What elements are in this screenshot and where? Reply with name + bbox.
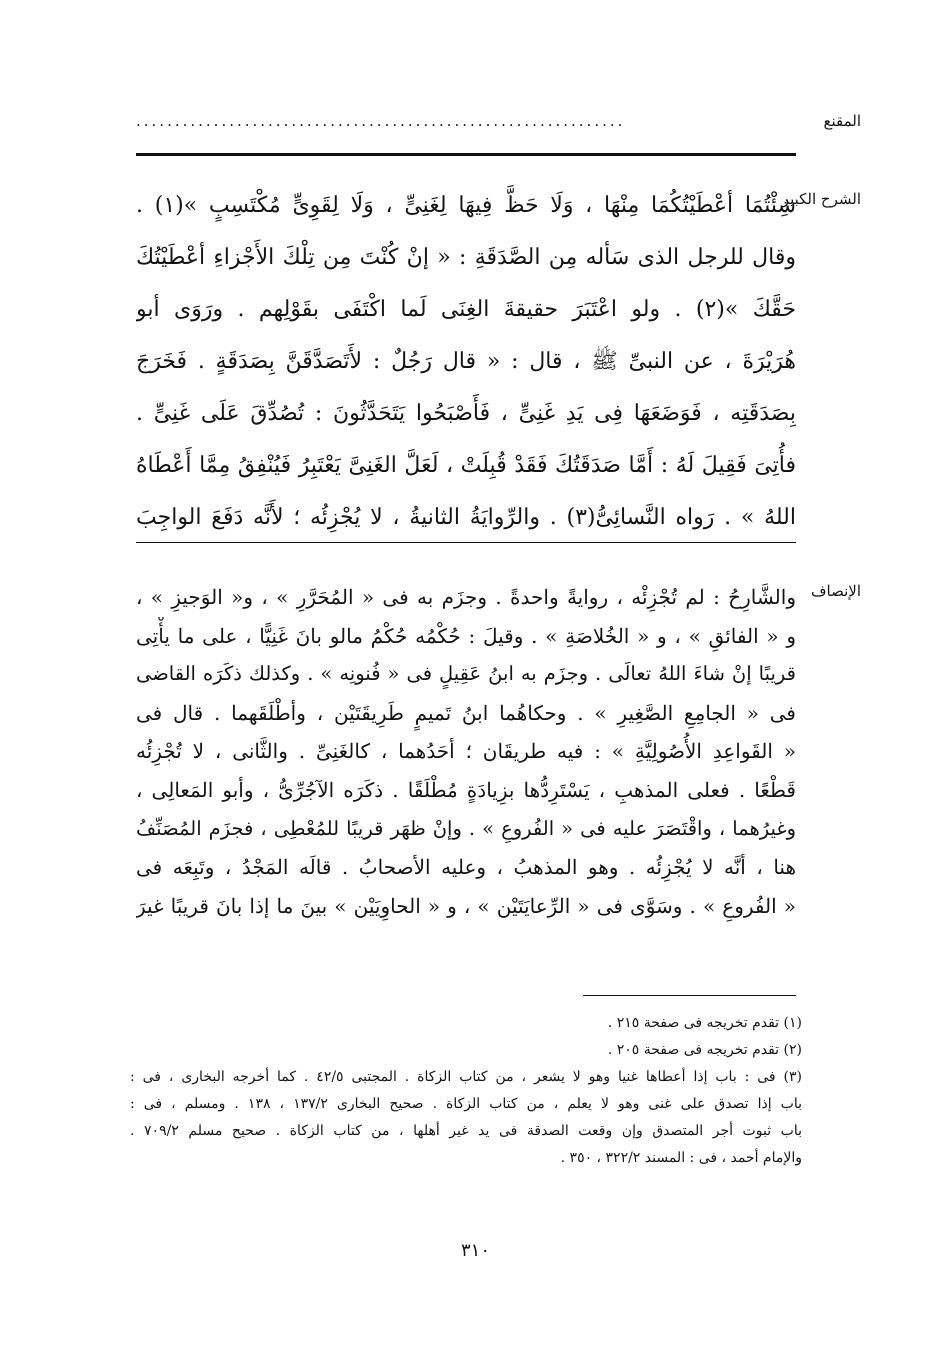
insaf-line: قَطْعًا . فعلى المذهبِ ، يَسْتَرِدُّها بزِيادَةٍ مُطْلَقًا . ذكَرَه الآجُرِّىُّ ، وأبو المَعالِى ، xyxy=(136,777,796,802)
insaf-line: والشَّارِحُ : لم تُجْزِئْه ، روايةً واحدةً . وجزَم به فى « المُحَرَّرِ » ، و« الوَجيزِ » ، xyxy=(136,585,796,609)
insaf-text-block xyxy=(136,578,796,925)
insaf-line: فى « الجامِعِ الصَّغِيرِ » . وحكاهُما ابنُ تَميمٍ طَرِيقَتَيْن ، وأطْلَقَهما . قال فى xyxy=(136,700,796,725)
section-label-sharh: الشرح الكبير xyxy=(781,190,861,208)
sharh-line: شِئْتُمَا أعْطَيْتُكُمَا مِنْهَا ، وَلَا حَظَّ فِيهَا لِغَنِىٍّ ، وَلَا لِقَوِىٍّ مُكْتَسِبٍ »(١) . xyxy=(136,193,796,218)
section-divider xyxy=(136,542,796,543)
footnote: باب ثبوت أجر المتصدق وإن وقعت الصدقة فى يد غير أهلها ، من كتاب الزكاة . صحيح مسلم ٧٠٩/٢ . xyxy=(130,1123,802,1139)
sharh-line: حَقَّكَ »(٢) . ولو اعْتَبَرَ حقيقةَ الغِنَى لَما اكْتَفَى بقَوْلِهم . ورَوَى أبو xyxy=(136,297,796,322)
insaf-line: هنا ، أنَّه لا يُجْزِئُه . وهو المذهبُ ، وعليه الأصحابُ . قالَه المَجْدُ ، وتَبِعَه فى xyxy=(136,855,796,880)
section-label-insaf: الإنصاف xyxy=(810,582,861,600)
insaf-line: « القَواعِدِ الأُصُولِيَّةِ » : فيه طريقَان ؛ أحَدُهما ، كالغَنِىِّ . والثَّانى ، لا تُجْزِئُه xyxy=(136,739,796,764)
sharh-line: بِصَدَقَتِه ، فَوَضَعَهَا فِى يَدِ غَنِىٍّ ، فَأَصْبَحُوا يَتَحَدَّثُونَ : تُصُدِّقَ عَلَى غَنِىٍّ . xyxy=(136,401,796,426)
sharh-line: اللهُ » . رَواه النَّسائِىُّ(٣) . والرِّوايَةُ الثانيةُ ، لا يُجْزِئُه ؛ لأَنَّه دَفَعَ الواجِبَ xyxy=(136,505,796,530)
footnotes xyxy=(130,1010,802,1172)
insaf-line: قريبًا إنْ شاءَ اللهُ تعالَى . وجزَم به ابنُ عَقِيلٍ فى « فُنونِه » . وكذلك ذكَرَه القاضى xyxy=(136,662,796,686)
footnote: (٢) تقدم تخريجه فى صفحة ٢٠٥ . xyxy=(607,1042,802,1058)
insaf-line: « الفُروعِ » . وسَوَّى فى « الرِّعايَتَيْن » ، و « الحاوِيَيْن » بينَ ما إذا بانَ قريبًا غيرَ xyxy=(136,893,796,918)
sharh-text-block xyxy=(136,180,796,544)
sharh-line: هُرَيْرَةَ ، عن النبىِّ ﷺ ، قال : « قال رَجُلٌ : لأَتَصَدَّقَنَّ بِصَدَقَةٍ . فَخَرَجَ xyxy=(136,349,796,374)
sharh-line: فأُتِىَ فَقِيلَ لَهُ : أَمَّا صَدَقَتُكَ فَقَدْ قُبِلَتْ ، لَعَلَّ الغَنِىَّ يَعْتَبِرُ فَيُنْفِقُ مِمَّا أَعْطَاهُ xyxy=(136,453,796,478)
insaf-line: و « الفائقِ » ، و « الخُلاصَةِ » . وقيلَ : حُكْمُه حُكْمُ مالو بانَ غَنِيًّا ، على ما يأْتِى xyxy=(136,623,796,648)
page-number: ٣١٠ xyxy=(460,1240,490,1261)
footnote: (٣) فى : باب إذا أعطاها غنيا وهو لا يشعر ، من كتاب الزكاة . المجتبى ٤٢/٥ . كما أخرجه البخارى ، فى : xyxy=(130,1069,802,1085)
insaf-line: وغيرُهما ، واقْتَصَرَ عليه فى « الفُروعِ » . وإنْ ظهَر قريبًا للمُعْطِى ، فجزَم المُصَنِّفُ xyxy=(136,816,796,840)
footnote: باب إذا تصدق على غنى وهو لا يعلم ، من كتاب الزكاة . صحيح البخارى ١٣٧/٢ ، ١٣٨ . ومسلم ، فى : xyxy=(130,1096,802,1112)
footnote-rule xyxy=(583,995,796,996)
footnote: (١) تقدم تخريجه فى صفحة ٢١٥ . xyxy=(607,1015,802,1031)
header-rule xyxy=(136,153,796,156)
sharh-line: وقال للرجل الذى سَأله مِن الصَّدَقَةِ : « إنْ كُنْتَ مِن تِلْكَ الأَجْزاءِ أعْطَيْتُكَ xyxy=(136,245,796,270)
running-head-title: المقنع xyxy=(823,112,861,130)
footnote: والإمام أحمد ، فى : المسند ٣٢٢/٢ ، ٣٥٠ . xyxy=(560,1150,802,1166)
leader-dots: ............................................................... xyxy=(136,112,626,130)
